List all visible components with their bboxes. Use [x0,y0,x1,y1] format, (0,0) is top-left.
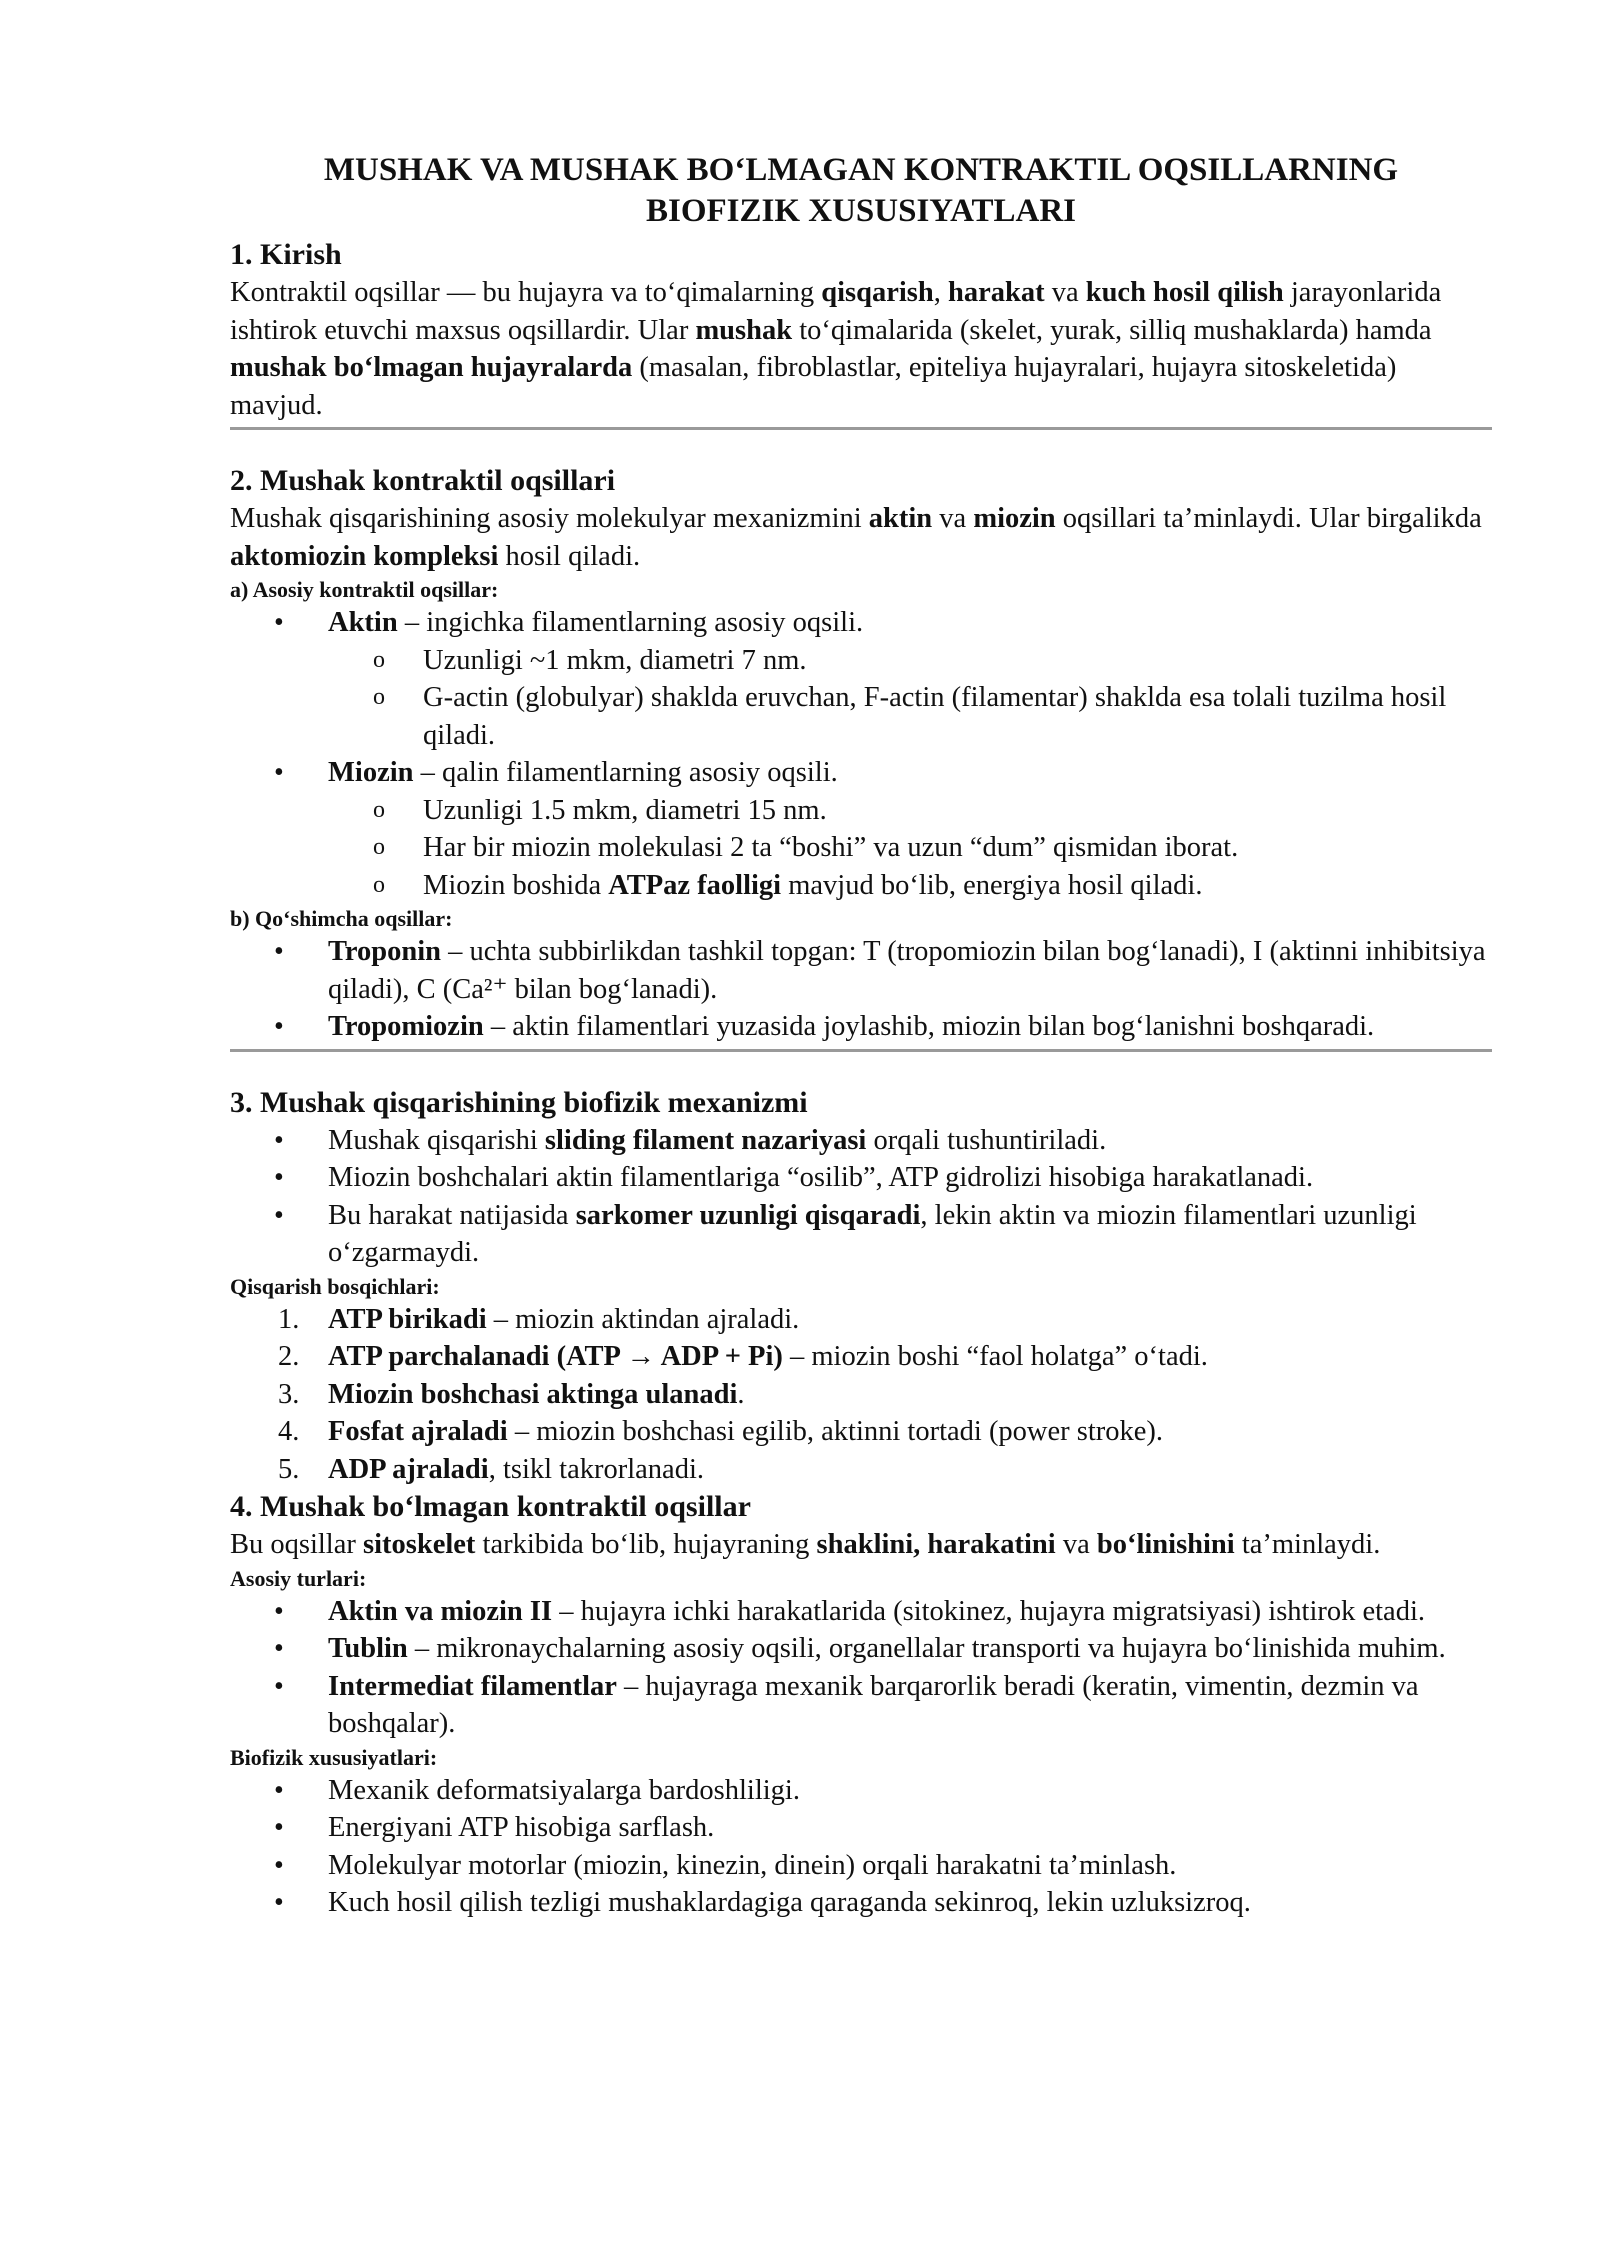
aktin-sublist [230,642,1492,755]
text-run: – hujayra ichki harakatlarida (sitokinez, hujayra migratsiyasi) ishtirok etadi. [552,1595,1426,1627]
list-item [230,1122,1492,1160]
text-run: Miozin boshida [423,869,609,901]
title-line-2: BIOFIZIK XUSUSIYATLARI [645,193,1077,229]
step-number: 1. [278,1303,300,1335]
text-run: va [932,503,974,534]
step-item [230,1376,1492,1414]
list-item: • Mexanik deformatsiyalarga bardoshliligi. [230,1772,1492,1810]
bold-term: shaklini, harakatini [816,1529,1056,1560]
miozin-sublist [230,792,1492,905]
text-run: – hujayraga mexanik barqarorlik beradi (keratin, vimentin, dezmin va boshqalar). [328,1670,1419,1739]
text-run: – aktin filamentlari yuzasida joylashib, miozin bilan bog‘lanishni boshqaradi. [483,1011,1375,1042]
list-item: • Kuch hosil qilish tezligi mushaklardagiga qaraganda sekinroq, lekin uzluksizroq. [230,1884,1492,1922]
list-item-troponin [230,933,1492,1008]
bold-term: ATPaz faolligi [608,869,782,901]
section-1-heading: 1. Kirish [230,238,342,271]
text-run: . [737,1378,745,1410]
step-item [230,1451,1492,1489]
main-types-list [230,1593,1492,1743]
main-proteins-list [230,604,1492,642]
section-2-heading: 2. Mushak kontraktil oqsillari [230,464,616,497]
list-item: • Miozin boshchalari aktin filamentlariga “osilib”, ATP gidrolizi hisobiga harakatlanadi. [230,1159,1492,1197]
bold-term: qisqarish [821,277,934,308]
step-item [230,1413,1492,1451]
bold-term: Miozin boshchasi aktinga ulanadi [328,1378,738,1410]
text-run: – miozin aktindan ajraladi. [486,1303,800,1335]
main-proteins-list-cont [230,754,1492,792]
text-run: mavjud bo‘lib, energiya hosil qiladi. [781,869,1203,901]
text-run: , tsikl takrorlanadi. [488,1453,704,1485]
bold-term: kuch hosil qilish [1085,277,1284,308]
text-run: va [1044,277,1086,308]
list-item-miozin [230,754,1492,792]
list-item: • Molekulyar motorlar (miozin, kinezin, dinein) orqali harakatni ta’minlash. [230,1847,1492,1885]
sub-list-item [230,867,1492,905]
text-run: – mikronaychalarning asosiy oqsili, organellalar transporti va hujayra bo‘linishida muhim. [407,1633,1446,1664]
bold-term: ATP birikadi [328,1303,487,1335]
text-run: jarayonlarida ishtirok etuvchi maxsus oqsillardir. Ular [230,277,1442,346]
bold-term: aktomiozin kompleksi [230,540,499,572]
text-run: , lekin aktin va miozin filamentlari uzunligi o‘zgarmaydi. [328,1199,1417,1268]
list-item: • Energiyani ATP hisobiga sarflash. [230,1809,1492,1847]
text-run: ta’minlaydi. [1234,1529,1381,1560]
additional-proteins-list [230,933,1492,1046]
list-item [230,1593,1492,1631]
subheading-main-types: Asosiy turlari: [230,1565,367,1591]
text-run: – ingichka filamentlarning asosiy oqsili. [397,607,864,638]
biophysical-properties-list [230,1772,1492,1922]
text-run: , [933,277,948,308]
text-run: hosil qiladi. [498,540,641,572]
text-run: orqali tushuntiriladi. [866,1124,1107,1156]
bold-term: aktin [868,503,933,534]
bold-term: Aktin [328,607,398,638]
text-run: oqsillari ta’minlaydi. Ular birgalikda [1055,503,1482,534]
text-run: – qalin filamentlarning asosiy oqsili. [413,757,838,788]
section-4-heading: 4. Mushak bo‘lmagan kontraktil oqsillar [230,1490,751,1523]
text-run: va [1055,1529,1097,1560]
bold-term: mushak [695,314,793,346]
bold-term: bo‘linishini [1096,1529,1235,1560]
subheading-biophysical-properties: Biofizik xususiyatlari: [230,1744,438,1770]
bold-term: mushak bo‘lmagan hujayralarda [230,352,633,383]
contraction-steps-list [230,1301,1492,1489]
horizontal-rule [230,427,1492,430]
bold-term: harakat [947,277,1045,308]
document-body [230,150,1492,1922]
bold-term: Troponin [328,936,441,967]
section-3-heading: 3. Mushak qisqarishining biofizik mexanizmi [230,1085,808,1119]
subheading-main-proteins: a) Asosiy kontraktil oqsillar: [230,577,499,602]
subheading-contraction-steps: Qisqarish bosqichlari: [230,1273,440,1299]
text-run: Bu harakat natijasida [328,1199,576,1231]
list-item-tropomiozin [230,1008,1492,1046]
bold-term: sliding filament nazariyasi [544,1124,867,1156]
step-number: 2. [278,1341,300,1372]
list-item [230,1630,1492,1668]
step-number: 3. [278,1378,300,1410]
text-run: Kontraktil oqsillar — bu hujayra va to‘qimalarning [230,277,822,308]
list-item-aktin [230,604,1492,642]
step-item [230,1301,1492,1339]
text-run: Mushak qisqarishining asosiy molekulyar mexanizmini [230,503,869,534]
bold-term: sarkomer uzunligi qisqaradi [575,1199,921,1231]
text-run: Bu oqsillar [230,1529,363,1560]
text-run: – miozin boshchasi egilib, aktinni tortadi (power stroke). [507,1416,1164,1447]
step-number: 4. [278,1416,300,1447]
sub-list-item: o Uzunligi ~1 mkm, diametri 7 nm. [230,642,1492,680]
sub-list-item: o G-actin (globulyar) shaklda eruvchan, F-actin (filamentar) shaklda esa tolali tuzilma hosil qiladi. [230,679,1492,754]
text-run: – miozin boshi “faol holatga” o‘tadi. [782,1341,1208,1372]
subheading-additional-proteins: b) Qo‘shimcha oqsillar: [230,906,453,931]
text-run: (masalan, fibroblastlar, epiteliya hujayralari, hujayra sitoskeletida) mavjud. [230,352,1397,421]
list-item [230,1668,1492,1743]
horizontal-rule [230,1049,1492,1052]
bold-term: Fosfat ajraladi [328,1416,508,1447]
step-item [230,1338,1492,1376]
bold-term: Miozin [328,757,414,788]
bold-term: miozin [973,503,1056,534]
list-item [230,1197,1492,1272]
mechanism-list [230,1122,1492,1272]
section-1-paragraph [230,274,1492,424]
bold-term: ATP parchalanadi (ATP → ADP + Pi) [328,1341,783,1372]
section-2-paragraph [230,500,1492,575]
bold-term: ADP ajraladi [328,1453,489,1485]
text-run: – uchta subbirlikdan tashkil topgan: T (tropomiozin bilan bog‘lanadi), I (aktinni inhibitsiya qiladi), C (Ca²⁺ bilan bog‘lanadi). [328,936,1486,1005]
sub-list-item: o Uzunligi 1.5 mkm, diametri 15 nm. [230,792,1492,830]
step-number: 5. [278,1453,300,1485]
document-title [230,150,1492,232]
bold-term: Aktin va miozin II [328,1595,553,1627]
text-run: to‘qimalarida (skelet, yurak, silliq mushaklarda) hamda [792,314,1432,346]
bold-term: Tublin [328,1633,408,1664]
text-run: tarkibida bo‘lib, hujayraning [475,1529,817,1560]
bold-term: sitoskelet [363,1529,476,1560]
title-line-1: MUSHAK VA MUSHAK BO‘LMAGAN KONTRAKTIL OQSILLARNING [323,152,1399,188]
bold-term: Intermediat filamentlar [328,1670,617,1702]
sub-list-item: o Har bir miozin molekulasi 2 ta “boshi” va uzun “dum” qismidan iborat. [230,829,1492,867]
text-run: Mushak qisqarishi [328,1124,545,1156]
bold-term: Tropomiozin [328,1011,484,1042]
section-4-paragraph [230,1526,1492,1564]
